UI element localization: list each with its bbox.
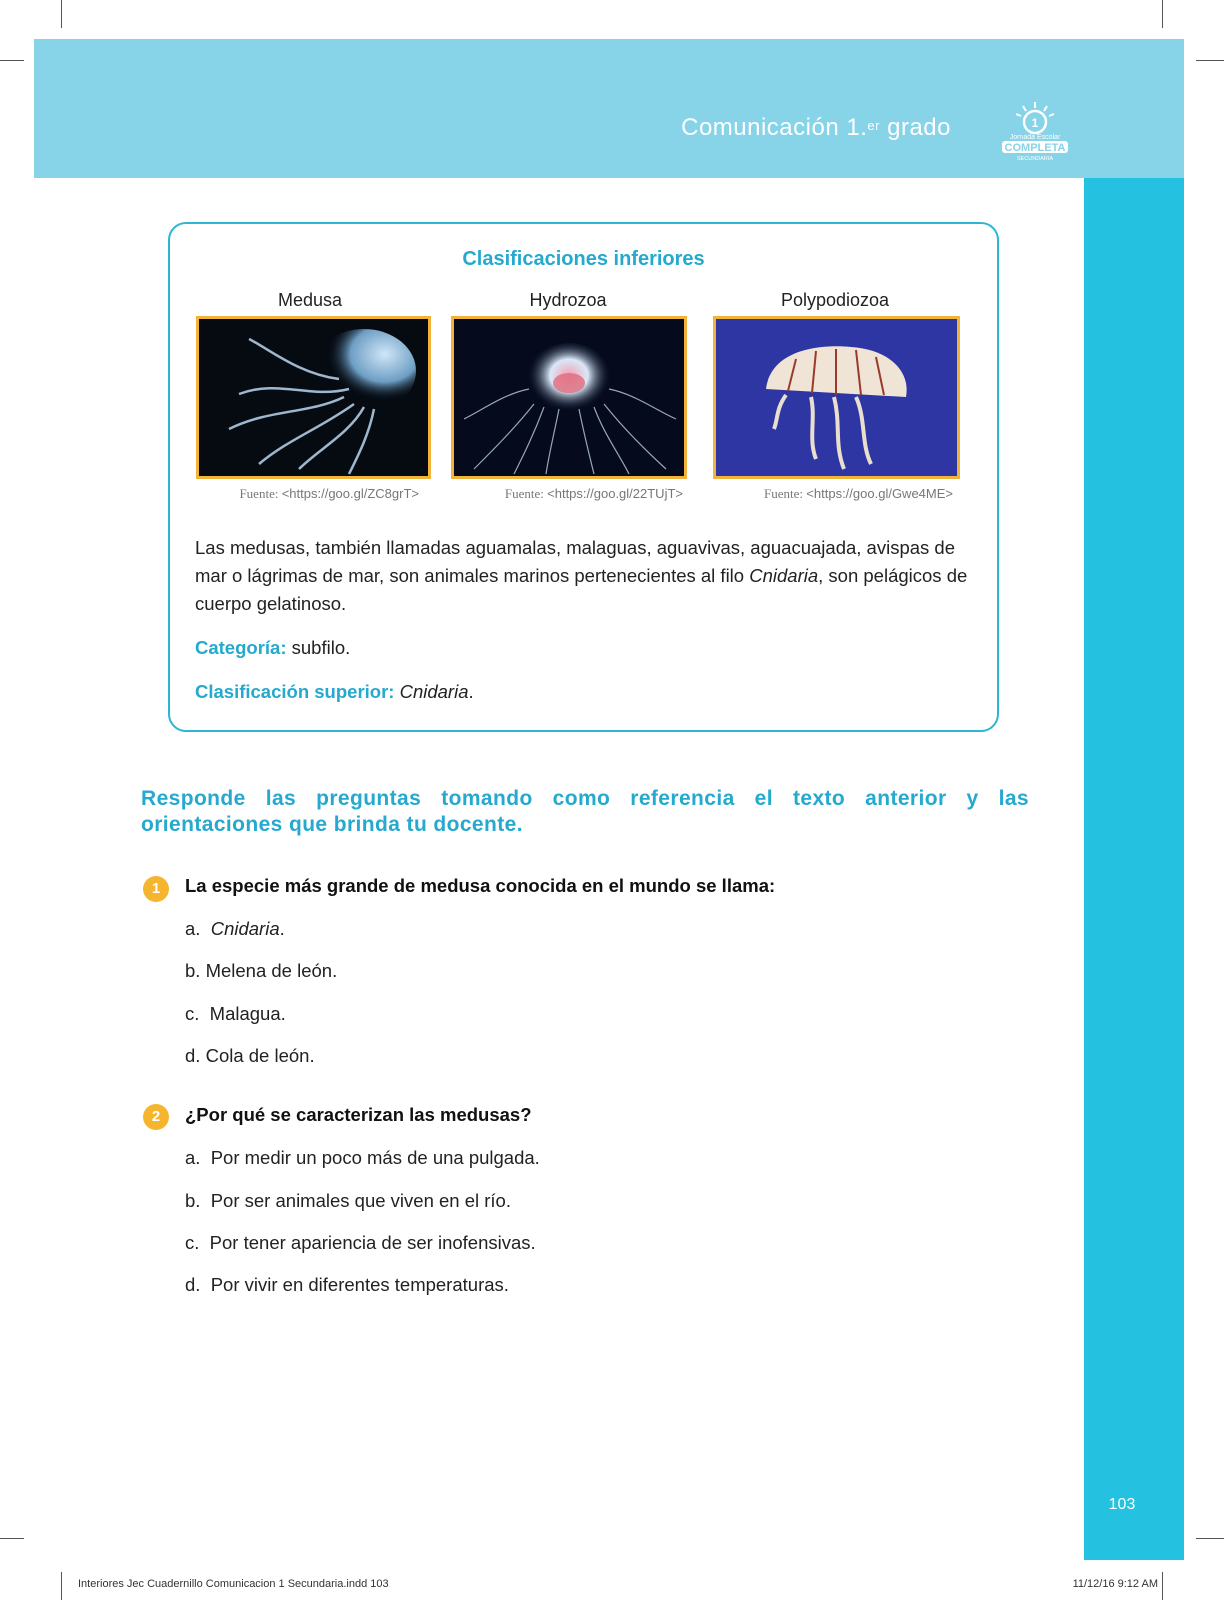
crop-mark [1196,60,1224,61]
photo-hydrozoa [451,316,687,479]
page-number: 103 [1108,1496,1136,1513]
crop-mark [1162,1572,1163,1600]
question-1-option-b: b. Melena de león. [185,960,338,981]
question-1-option-a: a. Cnidaria. [185,918,285,939]
question-2-option-d: d. Por vivir en diferentes temperaturas. [185,1274,509,1295]
page-title: Comunicación 1.$^{er}$ grado [681,114,951,141]
superior-classification-line: Clasificación superior: Cnidaria. [195,681,474,702]
svg-text:SECUNDARIA: SECUNDARIA [1016,156,1054,162]
question-1-option-d: d. Cola de león. [185,1045,315,1066]
description-paragraph: Las medusas, también llamadas aguamalas, malaguas, aguavivas, aguacuajada, avispas de mar o lágrimas de mar, son animales marinos pertenecientes al filo Cnidaria, son pelágicos de cuerpo gelatinoso. [195,537,968,614]
question-2-option-c: c. Por tener apariencia de ser inofensivas. [185,1232,536,1253]
side-band [1084,178,1184,1560]
photo-polypodiozoa [713,316,960,479]
label-polypodiozoa: Polypodiozoa [780,290,890,310]
image-source: Fuente: <https://goo.gl/ZC8grT> [239,486,419,501]
question-2-option-b: b. Por ser animales que viven en el río. [185,1190,511,1211]
crop-mark [61,0,62,28]
crop-mark [1196,1538,1224,1539]
crop-mark [0,1538,24,1539]
svg-text:Jornada Escolar: Jornada Escolar [1009,134,1061,141]
question-number-badge: 2 [143,1104,169,1130]
box-title: Clasificaciones inferiores [462,248,705,270]
crop-mark [0,60,24,61]
footer-filename: Interiores Jec Cuadernillo Comunicacion 1 Secundaria.indd 103 [78,1578,389,1590]
question-1-option-c: c. Malagua. [185,1003,286,1024]
question-1-text: La especie más grande de medusa conocida en el mundo se llama: [185,875,776,896]
question-number-badge: 1 [143,876,169,902]
label-hydrozoa: Hydrozoa [529,290,607,310]
footer-timestamp: 11/12/16 9:12 AM [1072,1578,1158,1590]
image-source: Fuente: <https://goo.gl/22TUjT> [504,486,683,501]
crop-mark [1162,0,1163,28]
instructions-heading: Responde las preguntas tomando como referencia el texto anterior y las orientaciones que brinda tu docente. [141,787,1029,836]
crop-mark [61,1572,62,1600]
classification-box [168,222,999,732]
image-source: Fuente: <https://goo.gl/Gwe4ME> [764,486,953,501]
question-2-text: ¿Por qué se caracterizan las medusas? [185,1104,532,1125]
svg-text:1: 1 [1031,116,1039,130]
category-line: Categoría: subfilo. [195,637,351,658]
svg-text:COMPLETA: COMPLETA [1004,142,1066,154]
label-medusa: Medusa [277,290,343,310]
question-2-option-a: a. Por medir un poco más de una pulgada. [185,1147,540,1168]
jornada-completa-logo [996,100,1074,162]
photo-medusa [196,316,431,479]
